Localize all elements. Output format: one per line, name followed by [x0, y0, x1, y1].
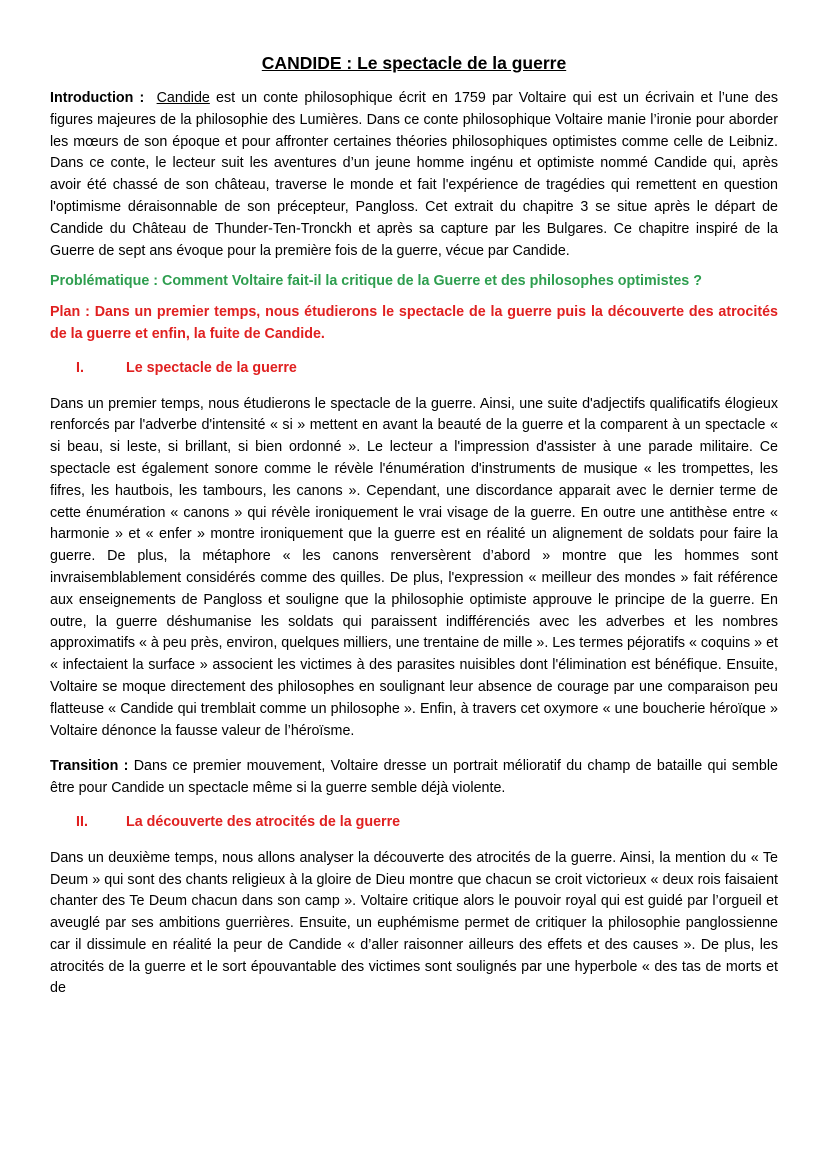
- transition-paragraph: [50, 756, 778, 800]
- document-title: CANDIDE : Le spectacle de la guerre: [261, 53, 567, 73]
- section-2-title: La découverte des atrocités de la guerre: [126, 813, 401, 830]
- work-title: Candide: [156, 90, 210, 106]
- section-2-number: II.: [76, 813, 88, 830]
- section-1-heading: [50, 358, 778, 380]
- section-1-paragraph: Dans un premier temps, nous étudierons le spectacle de la guerre. Ainsi, une suite d'adjectifs qualificatifs élogieux renforcés par l'adverbe d'intensité « si » mettent en avant la beauté de la guerre et la comparent à un spectacle « si beau, si leste, si brillant, si bien ordonné ». Le lecteur a l'impression d'assister à une parade militaire. Ce spectacle est également sonore comme le révèle l'énumération d'instruments de musique « les trompettes, les fifres, les hautbois, les tambours, les canons ». Cependant, une discordance apparait avec le dernier terme de cette énumération « canons » qui révèle ironiquement le vrai visage de la guerre. En outre une antithèse entre « harmonie » et « enfer » montre ironiquement que la guerre est en réalité un alignement de soldats pour faire la guerre. De plus, la métaphore « les canons renversèrent d’abord » montre que les hommes sont invraisemblablement considérés comme des quilles. De plus, l'expression « meilleur des mondes » fait référence aux enseignements de Pangloss et souligne que la philosophie optimiste approuve le principe de la guerre. En outre, la guerre déshumanise les soldats qui paraissent indifférenciés avec les adverbes et les nombres approximatifs « à peu près, environ, quelques milliers, une trentaine de mille ». Les termes péjoratifs « coquins » et « infectaient la surface » associent les victimes à des parasites nuisibles dont l'élimination est bénéfique. Ensuite, Voltaire se moque directement des philosophes en soulignant leur absence de courage par une comparaison peu flatteuse « Candide qui tremblait comme un philosophe ». Enfin, à travers cet oxymore « une boucherie héroïque » Voltaire dénonce la fausse valeur de l’héroïsme.: [50, 395, 778, 739]
- problematique: Problématique : Comment Voltaire fait-il la critique de la Guerre et des philosophes optimistes ?: [50, 273, 702, 290]
- transition-text: Dans ce premier mouvement, Voltaire dresse un portrait mélioratif du champ de bataille qui semble être pour Candide un spectacle même si la guerre semble déjà violente.: [50, 758, 778, 797]
- section-1-title: Le spectacle de la guerre: [126, 359, 297, 376]
- introduction-label: Introduction :: [50, 90, 145, 106]
- plan: Plan : Dans un premier temps, nous étudierons le spectacle de la guerre puis la découverte des atrocités de la guerre et enfin, la fuite de Candide.: [50, 304, 778, 342]
- section-2-heading: [50, 812, 778, 834]
- transition-label: Transition :: [50, 758, 129, 775]
- introduction-paragraph: [50, 88, 778, 262]
- introduction-text: est un conte philosophique écrit en 1759 par Voltaire qui est un écrivain et l’une des figures majeures de la philosophie des Lumières. Dans ce conte philosophique Voltaire manie l’ironie pour aborder les mœurs de son époque et pour affronter certaines théories philosophiques optimistes comme celle de Leibniz. Dans ce conte, le lecteur suit les aventures d’un jeune homme ingénu et optimiste nommé Candide qui, après avoir été chassé de son château, traverse le monde et fait l'expérience de tragédies qui remettent en question l'optimisme déraisonnable de son précepteur, Pangloss. Cet extrait du chapitre 3 se situe après le départ de Candide du Château de Thunder-Ten-Tronckh et après sa capture par les Bulgares. Ce chapitre inspiré de la Guerre de sept ans évoque pour la première fois de la guerre, vécue par Candide.: [50, 90, 778, 259]
- section-1-number: I.: [76, 359, 84, 376]
- section-2-paragraph: Dans un deuxième temps, nous allons analyser la découverte des atrocités de la guerre. Ainsi, la mention du « Te Deum » qui sont des chants religieux à la gloire de Dieu montre que chacun se croit victorieux « deux rois faisaient chanter des Te Deum chacun dans son camp ». Voltaire critique alors le pouvoir royal qui est guidé par l’orgueil et aveuglé par ses ambitions guerrières. Ensuite, un euphémisme permet de critiquer la philosophie panglossienne car il dissimule en réalité la peur de Candide « d’aller raisonner ailleurs des effets et des causes ». De plus, les atrocités de la guerre et le sort épouvantable des victimes sont soulignés par une hyperbole « des tas de morts et de: [50, 849, 778, 997]
- document-page: [50, 50, 778, 1000]
